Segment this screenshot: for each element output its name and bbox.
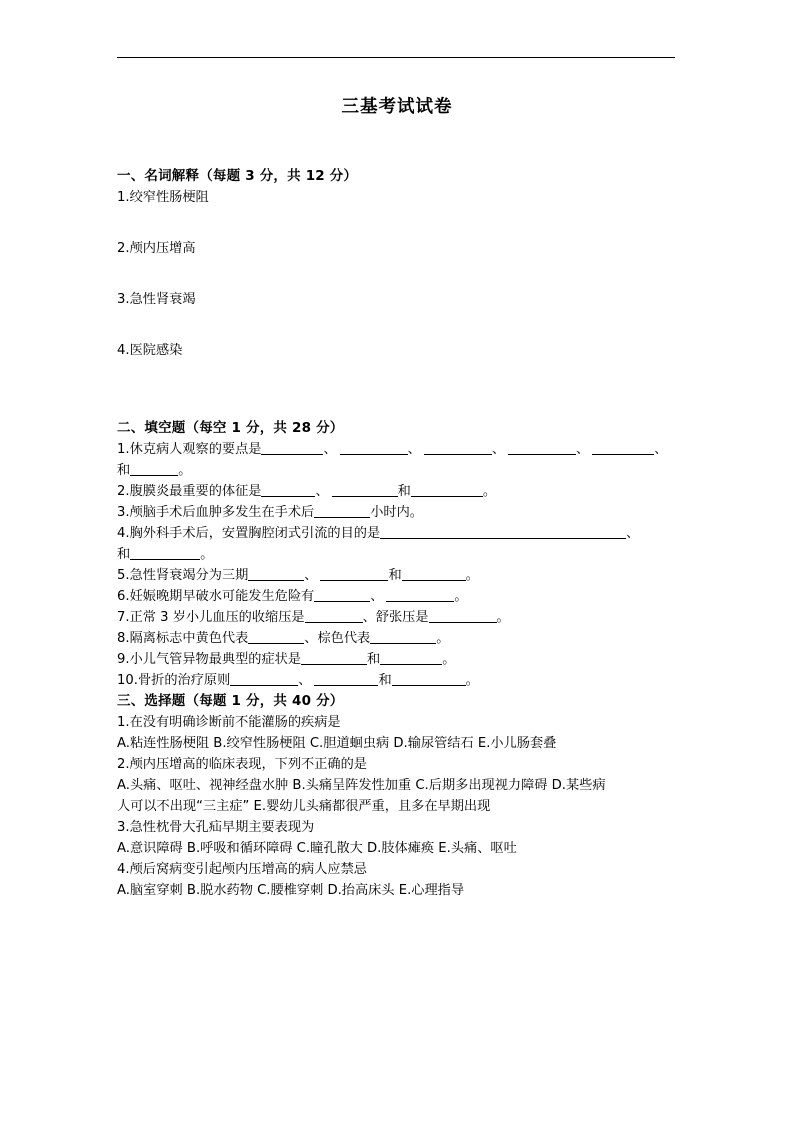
sep: 、: [491, 442, 506, 457]
blank-1-1[interactable]: [261, 441, 323, 455]
sep: 、: [323, 442, 337, 457]
fill-item-7-end: 。: [496, 610, 510, 625]
document-body: [117, 90, 677, 901]
fill-item-6: [117, 586, 677, 607]
blank-4-2[interactable]: [130, 546, 200, 560]
fill-item-1-line-2: [117, 460, 677, 481]
fill-item-10-stem: 10.骨折的治疗原则: [117, 673, 231, 688]
sep: 、: [407, 442, 421, 457]
blank-8-2[interactable]: [370, 630, 436, 644]
blank-5-1[interactable]: [248, 567, 304, 581]
fill-item-6-sep: 、: [370, 589, 384, 604]
section-2-heading: 二、填空题（每空 1 分，共 28 分）: [117, 420, 344, 436]
fill-item-1-line-1: [117, 439, 677, 460]
blank-1-5[interactable]: [592, 441, 654, 455]
spacer-term-3: [117, 310, 677, 340]
mc-question-1-stem: 1.在没有明确诊断前不能灌肠的疾病是: [117, 715, 341, 730]
fill-item-4-stem: 4.胸外科手术后，安置胸腔闭式引流的目的是: [117, 526, 381, 541]
spacer-after-title: [117, 120, 677, 166]
page-title: 三基考试试卷: [341, 97, 453, 117]
spacer-term-2: [117, 259, 677, 289]
blank-2-2[interactable]: [332, 483, 398, 497]
fill-item-6-stem: 6.妊娠晚期早破水可能发生危险有: [117, 589, 315, 604]
blank-7-1[interactable]: [305, 609, 363, 623]
header-divider-rule: [117, 57, 675, 58]
blank-10-2[interactable]: [314, 672, 378, 686]
fill-item-4-line-2: [117, 544, 677, 565]
fill-item-4-conj: 和: [117, 547, 131, 562]
term-item-3: 3.急性肾衰竭: [117, 292, 196, 307]
fill-item-5-end: 。: [465, 568, 479, 583]
mc-question-2-options-line-1[interactable]: A.头痛、呕吐、视神经盘水肿 B.头痛呈阵发性加重 C.后期多出现视力障碍 D.某些病: [117, 778, 606, 793]
blank-1-6[interactable]: [130, 462, 178, 476]
fill-item-2: [117, 481, 677, 502]
mc-question-2-stem: 2.颅内压增高的临床表现，下列不正确的是: [117, 757, 367, 772]
fill-item-5-sep: 、: [304, 568, 318, 583]
mc-question-4-stem: 4.颅后窝病变引起颅内压增高的病人应禁忌: [117, 862, 367, 877]
blank-2-1[interactable]: [261, 483, 315, 497]
fill-item-9-conj: 和: [367, 652, 381, 667]
fill-item-10-conj: 和: [378, 673, 392, 688]
fill-item-5-stem: 5.急性肾衰竭分为三期: [117, 568, 249, 583]
fill-item-9-end: 。: [442, 652, 456, 667]
fill-item-10-sep: 、: [298, 673, 312, 688]
mc-question-3-options[interactable]: A.意识障碍 B.呼吸和循环障碍 C.瞳孔散大 D.肢体瘫痪 E.头痛、呕吐: [117, 841, 517, 856]
section-terms: [117, 166, 677, 361]
spacer-term-1: [117, 208, 677, 238]
term-item-1: 1.绞窄性肠梗阻: [117, 190, 209, 205]
fill-item-8-end: 。: [436, 631, 450, 646]
blank-6-2[interactable]: [386, 588, 454, 602]
fill-item-8-stem: 8.隔离标志中黄色代表: [117, 631, 249, 646]
spacer-before-section-2: [117, 361, 677, 418]
section-multiple-choice: [117, 691, 677, 901]
blank-1-3[interactable]: [424, 441, 492, 455]
fill-item-3: [117, 502, 677, 523]
fill-item-4-end: 。: [200, 547, 214, 562]
fill-item-5: [117, 565, 677, 586]
fill-item-5-conj: 和: [388, 568, 402, 583]
term-item-4: 4.医院感染: [117, 343, 183, 358]
blank-9-2[interactable]: [380, 651, 442, 665]
sep: 、: [654, 442, 668, 457]
fill-item-9-stem: 9.小儿气管异物最典型的症状是: [117, 652, 302, 667]
fill-item-1-conj: 和: [117, 463, 131, 478]
fill-item-2-sep: 、: [315, 484, 329, 499]
fill-item-7-mid: 、舒张压是: [362, 610, 429, 625]
section-3-heading: 三、选择题（每题 1 分，共 40 分）: [117, 693, 344, 709]
blank-5-2[interactable]: [320, 567, 388, 581]
mc-question-4-options[interactable]: A.脑室穿刺 B.脱水药物 C.腰椎穿刺 D.抬高床头 E.心理指导: [117, 883, 465, 898]
mc-question-3-stem: 3.急性枕骨大孔疝早期主要表现为: [117, 820, 315, 835]
fill-item-9: [117, 649, 677, 670]
blank-2-3[interactable]: [411, 483, 483, 497]
fill-item-2-stem: 2.腹膜炎最重要的体征是: [117, 484, 262, 499]
fill-item-4-sep: 、: [626, 526, 640, 541]
fill-item-7-stem: 7.正常 3 岁小儿血压的收缩压是: [117, 610, 305, 625]
fill-item-8: [117, 628, 677, 649]
mc-question-2-options-line-2[interactable]: 人可以不出现“三主症” E.婴幼儿头痛都很严重，且多在早期出现: [117, 799, 491, 814]
fill-item-1-end: 。: [178, 463, 192, 478]
blank-9-1[interactable]: [301, 651, 367, 665]
fill-item-1-stem: 1.休克病人观察的要点是: [117, 442, 262, 457]
term-item-2: 2.颅内压增高: [117, 241, 196, 256]
fill-item-10-end: 。: [465, 673, 479, 688]
fill-item-3-stem: 3.颅脑手术后血肿多发生在手术后: [117, 505, 315, 520]
blank-8-1[interactable]: [248, 630, 304, 644]
blank-10-3[interactable]: [392, 672, 466, 686]
fill-item-4-line-1: [117, 523, 677, 544]
blank-1-4[interactable]: [508, 441, 576, 455]
fill-item-6-end: 。: [454, 589, 468, 604]
fill-item-8-mid: 、棕色代表: [304, 631, 371, 646]
blank-6-1[interactable]: [314, 588, 370, 602]
fill-item-7: [117, 607, 677, 628]
mc-question-1-options[interactable]: A.粘连性肠梗阻 B.绞窄性肠梗阻 C.胆道蛔虫病 D.输尿管结石 E.小儿肠套叠: [117, 736, 557, 751]
section-fill-in-blank: [117, 418, 677, 691]
fill-item-3-end: 小时内。: [370, 505, 423, 520]
fill-item-2-end: 。: [482, 484, 497, 499]
blank-3-1[interactable]: [314, 504, 370, 518]
blank-1-2[interactable]: [340, 441, 408, 455]
blank-4-1[interactable]: [380, 525, 626, 539]
section-1-heading: 一、名词解释（每题 3 分，共 12 分）: [117, 168, 358, 184]
blank-5-3[interactable]: [402, 567, 466, 581]
sep: 、: [576, 442, 590, 457]
blank-7-2[interactable]: [429, 609, 497, 623]
blank-10-1[interactable]: [230, 672, 298, 686]
fill-item-10: [117, 670, 677, 691]
fill-item-2-conj: 和: [397, 484, 411, 499]
